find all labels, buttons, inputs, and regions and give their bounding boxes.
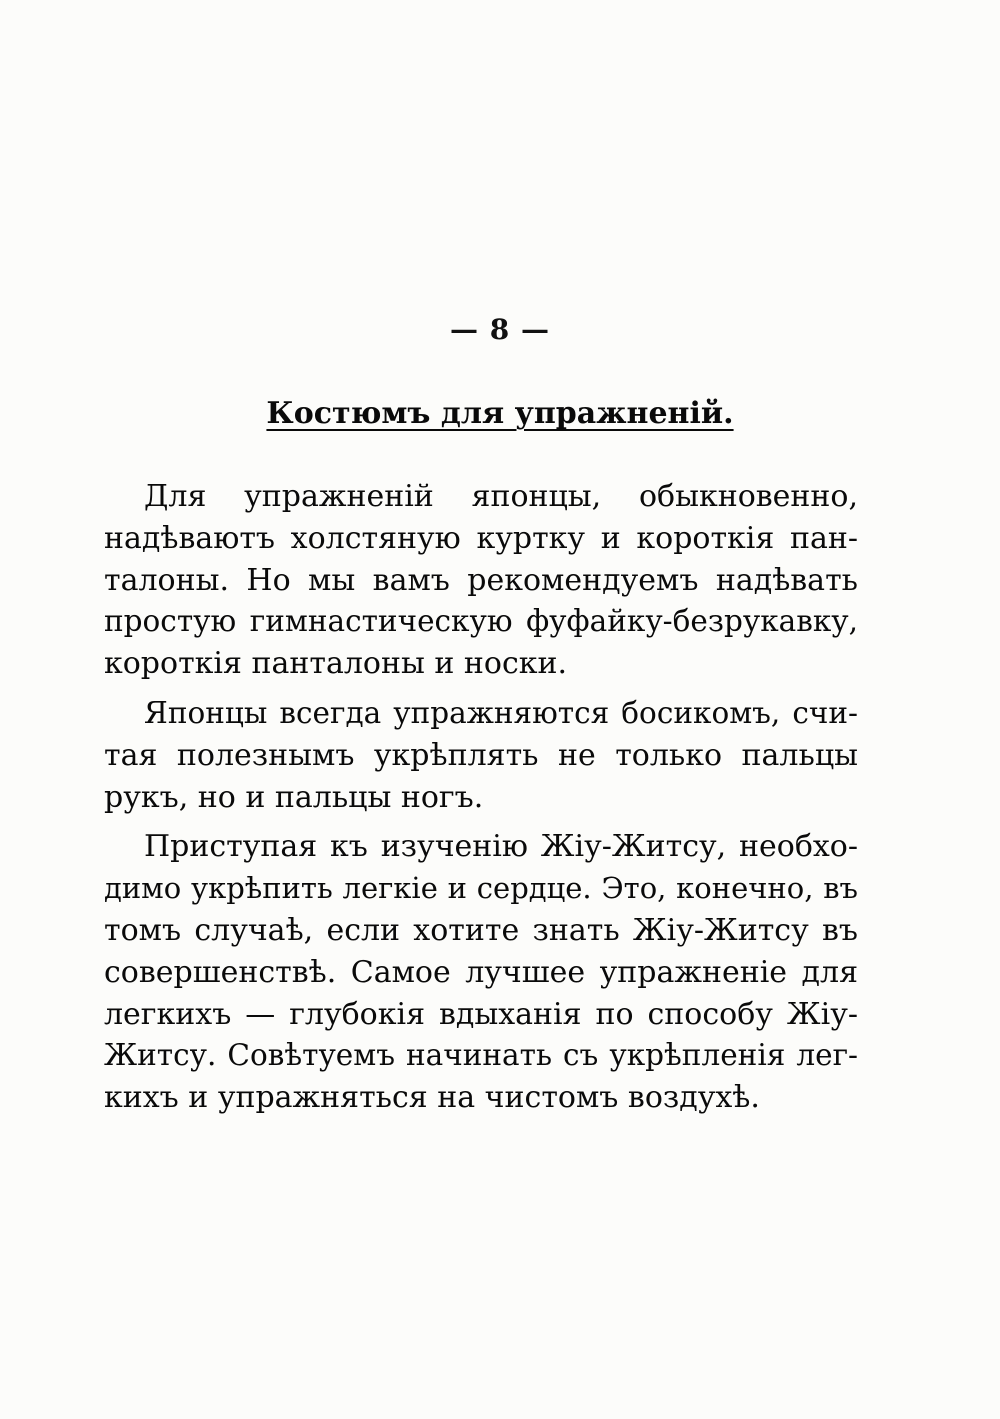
text-line: димо укрѣпить легкіе и сердце. Это, конечно, въ (104, 871, 858, 906)
paragraph-2 (104, 693, 858, 818)
section-heading-text: Костюмъ для упражненій. (266, 396, 734, 431)
text-line: Приступая къ изученію Жіу-Житсу, необхо- (144, 829, 858, 865)
paragraph-3 (104, 826, 858, 1119)
paragraph-1 (104, 476, 858, 685)
text-line: легкихъ — глубокія вдыханія по способу Жіу- (104, 996, 858, 1032)
text-line: простую гимнастическую фуфайку-безрукавку, (104, 604, 858, 639)
text-line: надѣваютъ холстяную куртку и короткія пан- (104, 520, 858, 556)
text-line: рукъ, но и пальцы ногъ. (104, 779, 484, 815)
text-line: Японцы всегда упражняются босикомъ, счи- (144, 695, 858, 730)
text-line: Для упражненій японцы, обыкновенно, (144, 479, 858, 514)
body-text (104, 476, 858, 1127)
text-line: кихъ и упражняться на чистомъ воздухѣ. (104, 1080, 760, 1116)
section-heading (0, 388, 1000, 445)
text-line: совершенствѣ. Самое лучшее упражненіе для (104, 954, 858, 990)
text-line: талоны. Но мы вамъ рекомендуемъ надѣвать (104, 562, 858, 598)
text-line: Житсу. Совѣтуемъ начинать съ укрѣпленія лег- (104, 1038, 858, 1073)
text-line: короткія панталоны и носки. (104, 646, 568, 682)
page-number: — 8 — (450, 313, 550, 346)
text-line: томъ случаѣ, если хотите знать Жіу-Житсу въ (104, 912, 858, 948)
text-line: тая полезнымъ укрѣплять не только пальцы (104, 737, 858, 773)
